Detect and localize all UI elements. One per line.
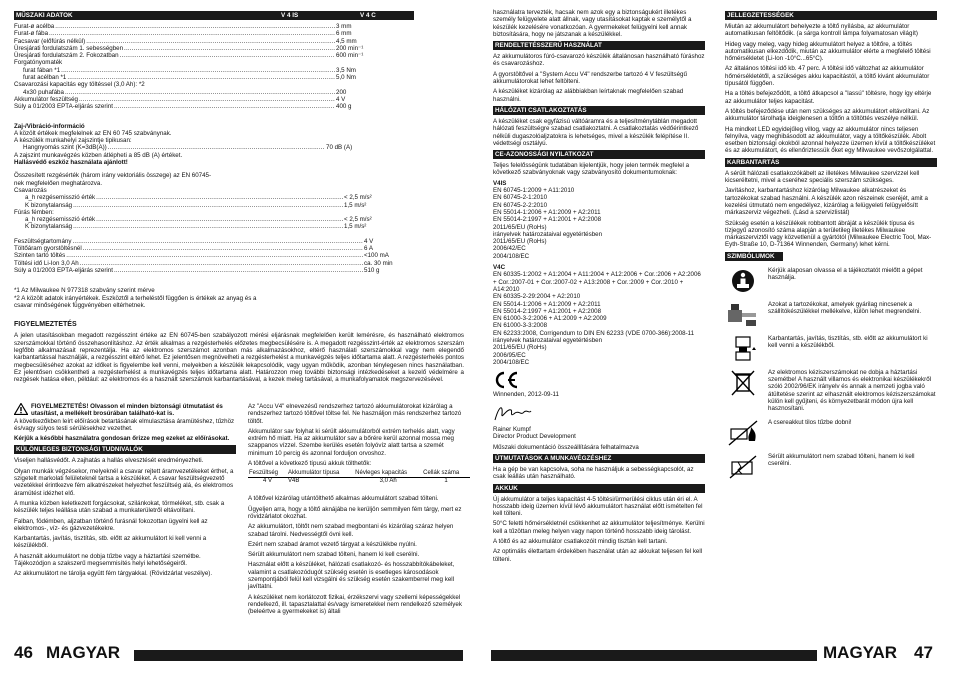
vib-rows-screw [14,194,414,209]
use-p2: A gyorstöltővel a "System Accu V4" rendszerbe tartozó 4 V feszültségű akkumulátorokat lehet feltölteni. [493,70,687,86]
authorized-text: Műszaki dokumentáció összeállítására felhatalmazva [493,443,639,451]
v4c-standard: EN 60335-1:2002 + A1:2004 + A11:2004 + A12:2006 + Cor.:2006 + A2:2006 + Cor.:2007-01 + Cor.:2007-02 + A13:2008 + Cor.:2009 + Cor.:2010 + A14:2010 [493,271,701,293]
mains-text: A készüléket csak egyfázisú váltóáramra és a teljesítménytáblán megadott hálózati feszültségre szabad csatlakoztatni. A csatlakoztatás védőérintkező nélküli dugaszolóaljzatokra is lehetséges, mivel a készülék felépítése II. védettségi osztályú. [493,117,699,147]
charger-spec-row-label: Szinten tartó töltés [14,252,66,260]
warning-triangle-icon [14,403,28,415]
spec-row [14,74,414,81]
intended-use-header: RENDELTETÉSSZERŰ HASZNÁLAT [493,41,705,50]
spec-row-label: Üresjárati fordulatszám 2. Fokozatban [14,52,119,60]
noise-text-2: A készülék munkahelyi zajszintje tipikusan: [14,137,132,145]
symbol-no-fire [725,419,937,447]
footnote-2: *2 A közölt adatok irányértékek. Eszköztől a terheléstől függően is értékek az anyag és a csavar minőségének függvényében eltérhetnek. [14,294,257,309]
v4c-standard: 2011/65/EU (RoHs) [493,344,547,352]
special-p1: Viseljen hallásvédőt. A zajhatás a hallás elvesztését eredményezheti. [14,457,204,465]
v4c-standard: EN 55014-2:1997 + A1:2001 + A2:2008 [493,307,602,315]
charger-spec-row-value: <100 mA [364,252,389,260]
symbols-header: SZIMBÓLUMOK [725,252,783,261]
special-p7: Az akkumulátort ne tárolja együtt fém tárgyakkal. (Rövidzárlat veszélye). [14,570,213,578]
v4is-standard: EN 60745-2-2:2010 [493,201,548,209]
symbol-weee [725,369,937,413]
features-p4: Ha a töltés befejeződött, a töltő átkapcsol a "lassú" töltésre, hogy így eltérje az akkumulátor teljes kapacitást. [725,90,932,105]
table-cell-cells: 1 [444,478,448,485]
spec-row-label: Facsavar (előfúrás nélkül) [14,37,86,45]
table-head-type: Akkumulátor típusa [288,470,340,477]
noise-text-3: A zajszint munkavégzés közben átlépheti a 85 dB (A) értéket. [14,151,183,159]
vib-screw-row-value: 1,5 m/s² [344,201,367,209]
work-hints-text: Ha a gép be van kapcsolva, soha ne használjuk a sebességkapcsolót, az csak leállás után használható. [493,465,694,481]
v4is-standard: 2011/65/EU (RoHs) [493,238,547,246]
v4is-standard: EN 60745-1:2009 + A11:2010 [493,187,575,195]
no-fire-battery-icon [725,419,761,447]
table-cell-type: V4B [288,478,300,485]
signer-title: Director Product Development [493,433,576,441]
noise-text-1: A közölt értékek megfelelnek az EN 60 745 szabványnak. [14,129,172,137]
v4is-standard: EN 55014-2:1997 + A1:2001 + A2:2008 [493,216,602,224]
charger-spec-row [14,267,414,274]
tech-data-header [14,11,414,20]
spec-row [14,103,414,110]
table-cell-voltage: 4 V [263,478,273,485]
charger-spec-list [14,238,414,274]
col2-p8: Sérült akkumulátort nem szabad tölteni, hanem ki kell cserélni. [248,551,420,559]
spec-list [14,23,414,111]
charger-spec-row [14,252,414,259]
maintenance-p1: A sérült hálózati csatlakozókábelt az illetékes Milwaukee szervizzel kell kicseréltetni, mivel a cseréhez speciális szerszám szükséges. [725,169,920,185]
col-v4c: V 4 C [360,12,376,19]
table-cell-capacity: 3,0 Ah [379,478,397,485]
special-p5: Karbantartás, javítás, tisztítás, stb. előtt az akkumulátort ki kell venni a készülékből. [14,535,207,550]
spec-row-label: Furat-ø acélba [14,23,55,30]
spec-row [14,23,414,30]
charger-spec-row-value: 6 A [364,245,373,253]
batteries-p2: 50°C feletti hőmérsékletnél csökkenhet az akkumulátor teljesítménye. Kerülni kell a tűzöttan meleg helyen vagy napon történő hosszabb ideig tárolást. [493,520,705,535]
symbol-accessories-text: Azokat a tartozékokat, amelyek gyárilag nincsenek a szállítókészülékkel mellékelve, külön lehet megrendelni. [768,300,922,316]
vib-screw-row-label: K bizonytalanság [25,201,73,209]
vib-screw-title: Csavarozás [14,186,47,194]
spec-row-label: Furat-ø fába [14,30,49,38]
right-page-number: 47 [914,643,933,662]
remove-battery-icon [725,335,761,363]
v4is-standard: 2004/108/EC [493,252,530,260]
spec-row [14,96,414,103]
charger-spec-row-value: ca. 30 min [364,259,393,267]
read-manual-icon [725,267,761,295]
features-p5: A töltés befejeződése után nem szükséges az akkumulátort eltávolítani. Az akkumulátor tárolhatja ideiglenesen a töltőn a töltöttés veszélye nélkül. [725,107,930,123]
spec-row-value: 3,5 Nm [336,66,356,74]
noise-row-value: 70 dB (A) [326,144,353,152]
use-p1: Az akkumulátoros fúró-csavarozó készülék általánosan használható fúráshoz és csavarozáshoz. [493,53,705,68]
v4is-standard: 2011/65/EU (RoHs) [493,223,547,231]
noise-row [14,144,414,151]
features-header: JELLEGZETESSÉGEK [725,11,937,20]
spec-row-label: Csavarozási kapacitás egy töltéssel (3,0 Ah): *2 [14,81,145,89]
right-column-1 [493,9,705,566]
spec-row-label: furat acélban *1 [23,74,67,82]
table-head-capacity: Névleges kapacitás [355,470,408,477]
noise-row-label: Hangnyomás szint (K=3dB(A)) [23,144,107,152]
col2-p10: A készüléket nem korlátozott fizikai, érzékszervi vagy szellemi képességekkel rendelkező, ill. tapasztalattal és/vagy ismeretekkel nem rendelkező személyek (beleértve a gyermekeket is) általi [248,593,462,616]
work-hints-header: ÚTMUTATÁSOK A MUNKAVÉGZÉSHEZ [493,454,705,463]
symbol-no-fire-text: A csereakkut tilos tűzbe dobni! [768,418,852,426]
general-warning [14,403,236,418]
batteries-header: AKKUK [493,484,705,493]
features-p2: Hideg vagy meleg, vagy hideg akkumulátort helyez a töltőre, a töltés automatikusan elkezdődik, miután az akkumulátor elérte a megfelelő töltési hőmérsékletet (Li-Ion -10°C...65°C). [725,40,931,63]
use-p3: A készüléket kizárólag az alábbiakban leírtaknak megfelelően szabad használni. [493,88,684,103]
symbol-accessories [725,301,937,329]
v4is-standard: 2006/42/EC [493,245,526,253]
spec-row [14,45,414,52]
warning-p1: A következőkben leírt előírások betartásának elmulasztása áramütéshez, tűzhöz és/vagy súlyos testi sérülésekhez vezethet. [14,417,235,432]
spec-row [14,67,414,74]
damaged-battery-icon [725,453,761,481]
spec-row-value: 200 [336,88,347,96]
right-page-language: MAGYAR [823,643,897,662]
maintenance-header: KARBANTARTÁS [725,158,937,167]
right-page [477,0,954,677]
v4is-title: V4IS [493,179,507,187]
vib-drill-row [14,216,414,223]
spec-row-value: 3 mm [336,23,352,30]
spec-row-label: Akkumulátor feszültség [14,95,78,103]
v4c-standard: 2004/108/EC [493,358,530,366]
special-safety-header: KÜLÖNLEGES BIZTONSÁGI TUDNIVALÓK [14,445,236,454]
vib-drill-row-value: 1,5 m/s² [344,223,367,231]
vib-drill-row-label: a_h rezgésemisszió érték [25,216,96,224]
col-v4is: V 4 IS [281,12,299,19]
vib-rows-drill [14,216,414,231]
spec-row-label: Forgatónyomaték [14,59,63,67]
symbol-damaged-battery-text: Sérült akkumulátort nem szabad tölteni, hanem ki kell cserélni. [768,452,915,467]
v4c-standard-list [493,271,705,366]
maintenance-p3: Szükség esetén a készülékek robbantott ábráját a készülék típusa és tízjegyű azonosító száma alapján a területileg illetékes Milwaukee márkaszerviztől vagy közvetlenül a gyártótól (Milwaukee Electric Tool, Max-Eyth-Straße 10, D-71364 Winnenden, Germany) lehet kérni. [725,219,932,249]
noise-title: Zaj-/Vibráció-információ [14,122,85,130]
warning-p2: Kérjük a későbbi használatra gondosan őrizze meg ezeket az előírásokat. [14,435,230,443]
right-footer [477,643,954,665]
spec-row-value: 600 min⁻¹ [336,52,364,60]
symbol-read-manual [725,267,937,295]
signer-name: Rainer Kumpf [493,426,531,434]
batteries-p3: A töltő és az akkumulátor csatlakozóit mindig tisztán kell tartani. [493,538,668,546]
vib-drill-row [14,223,414,230]
symbol-remove-battery [725,335,937,363]
batteries-p1: Új akkumulátor a teljes kapacitást 4-5 töltési/ürmerülési ciklus után éri el. A hosszabb ideig üzemen kívül lévő akkumulátort használat előtt ismételten fel kell tölteni. [493,495,703,518]
spec-row-value: 5,0 Nm [336,74,356,82]
mains-header: HÁLÓZATI CSATLAKOZTATÁS [493,106,705,115]
v4is-standard: EN 60745-2-1:2010 [493,194,548,202]
left-page-number: 46 [14,643,33,662]
warning-heading: FIGYELMEZTETÉS [14,321,77,329]
right-column-2 [725,9,937,487]
col2-p1: Az "Accu V4" elnevezésű rendszerhez tartozó akkumulátorokat kizárólag a rendszerhez tartozó töltővel töltse fel. Ne használjon más rendszerhez tartozó töltőt. [248,403,462,425]
signature-icon [493,402,533,424]
charger-spec-row-label: Súly a 01/2003 EPTA-eljárás szerint [14,266,113,274]
spec-row [14,30,414,37]
vib-drill-row-label: K bizonytalanság [25,223,73,231]
v4is-standard: irányelvek határozataival egyetértésben [493,230,603,238]
symbol-remove-battery-text: Karbantartás, javítás, tisztítás, stb. előtt az akkumulátort ki kell venni a készülékből. [768,334,928,350]
declaration-header: CE-AZONOSSÁGI NYILATKOZAT [493,150,705,159]
spec-row [14,89,414,96]
vib-screw-row-value: < 2,5 m/s² [344,194,372,202]
col2-p5: Ügyeljen arra, hogy a töltő aknájába ne kerüljön semmilyen fém tárgy, mert ez rövidzárlatot okozhat. [248,505,462,520]
features-p3: Az általános töltési idő kb. 47 perc. A töltési idő változhat az akkumulátor hőmérsékletétől, a szükséges akku kapacitástól, a töltő kivánt akkumulátor típusától függően. [725,65,930,88]
vib-screw-row-label: a_h rezgésemisszió érték [25,194,96,202]
special-p6: A használt akkumulátort ne dobja tűzbe vagy a háztartási szemétbe. Tájékozódjon a szakszerű megsemmisítés helyi lehetőségeiről. [14,552,201,568]
spec-row-value: 200 min⁻¹ [336,44,364,52]
spec-row-value: 6 mm [336,30,352,38]
v4c-standard: EN 61000-3-3:2008 [493,322,548,330]
charger-spec-row [14,238,414,245]
declaration-text: Teljes felelősségünk tudatában kijelentjük, hogy jelen termék megfelel a következő szabványoknak vagy szabványosító dokumentumoknak: [493,162,690,177]
col2-p9: Használat előtt a készüléket, hálózati csatlakozó- és hosszabbítókábeleket, valamint a csatlakozódugót szükség esetén is esetleges károsodások szempontjából felül kell vizsgálni és szükség esetén szakemberrel meg kell javíttatni. [248,561,455,591]
col2-p4: A töltővel kizárólag utántölthető alkalmas akkumulátort szabad tölteni. [248,495,439,503]
v4c-standard: EN 60335-2-29:2004 + A2:2010 [493,293,581,301]
left-column-2 [248,403,470,619]
table-head-voltage: Feszültség [249,470,279,477]
vib-drill-row-value: < 2,5 m/s² [344,216,372,224]
left-page-language: MAGYAR [46,643,120,662]
spec-row [14,52,414,59]
v4is-standard-list [493,187,705,260]
tech-data-title: MŰSZAKI ADATOK [16,12,73,19]
spec-row [14,38,414,45]
charger-spec-row-label: Töltőáram gyorstöltésnél [14,245,82,253]
col2-p6: Az akkumulátort, töltőt nem szabad megbontani és kizárólag száraz helyen szabad tárolni. Nedvességtől óvni kell. [248,523,454,538]
intro-text: használatra tervezték, hacsak nem azok egy a biztonságukért illetékes személy felügyelete alatt állnak, vagy utasításokat kaptak e személytől a készülék kezelésére vonatkozóan. A gyermekeket felügyelni kell annak biztosítására, hogy ne játszanak a készülékkel. [493,9,692,38]
charger-spec-row [14,260,414,267]
charger-spec-row-label: Feszültségtartomány [14,237,72,245]
spec-row-value: 4,5 mm [336,37,357,45]
spec-row-label: Súly a 01/2003 EPTA-eljárás szerint [14,103,113,111]
place-date: Winnenden, 2012-09-11 [493,391,559,399]
spec-row-label: furat fában *1 [23,66,61,74]
spec-row [14,81,414,88]
tech-data-block [14,9,464,384]
col2-p3: A töltővel a következő típusú akkuk tölthetők: [248,460,372,468]
left-column-1 [14,403,236,581]
symbol-weee-text: Az elektromos kéziszerszámokat ne dobja a háztartási szemétbe! A használt villamos és elektronikai készülékekről szóló 2002/96/EK irányelv és annak a nemzeti jogba való átültetése szerint az elhasznált elektromos kéziszerszámokat külön kell gyűjteni, és környezetbarát módon újra kell hasznosítani. [768,368,936,413]
features-p1: Miután az akkumulátort behelyezte a töltő nyílásba, az akkumulátor automatikusan feltöltődik. (a sárga kontroll lámpa folyamatosan világít) [725,23,918,38]
charger-spec-row-value: 4 V [364,237,374,245]
vib-drill-title: Fúrás fémben: [14,208,54,216]
battery-table [248,470,470,485]
special-p2: Olyan munkák végzésekor, melyeknél a csavar rejtett áramvezetékeket érthet, a szigetelt markolati felületeknél tartsa a készüléket. A csavar feszültségvezető vezetékkel érintkezve fém alkatrészeket helyezhet feszültség alá, és elektromos áramütést idézhet elő. [14,467,234,497]
right-footer-bar [491,650,817,661]
symbol-read-manual-text: Kérjük alaposan olvassa el a tájékoztatót mielőtt a gépet használja. [768,266,923,282]
accessories-icon [725,301,761,329]
noise-text-4: Hallásvédő eszköz használata ajánlott! [14,159,128,167]
left-footer-bar [134,650,463,661]
left-footer [0,643,477,665]
col2-p2: Akkumulátor sav folyhat ki sérült akkumulátorból extrém terhelés alatt, vagy extrém hő miatt. Ha az akkumulátor sav a bőrére kerül azonnal mossa meg szappanos vízzel. Szembe kerülés esetén folyóvíz alatt tartsa a szemét minimum 10 percig és azonnal forduljon orvoshoz. [248,427,455,457]
batteries-p4: Az optimális élettartam érdekében használat után az akkukat teljesen fel kell tölteni. [493,548,703,563]
footnote-1: *1 Az Milwaukee N 977318 szabvány szerint mérve [14,287,155,295]
v4is-standard: EN 55014-1:2006 + A1:2009 + A2:2011 [493,208,601,216]
col2-p7: Ezért nem szabad áramot vezető tárgyat a készülékbe nyúlni. [248,540,417,548]
v4c-standard: EN 61000-3-2:2006 + A1:2009 + A2:2009 [493,315,607,323]
special-p4: Falban, födémben, aljzatban történő furásnál fokozottan ügyelni kell az elektromos-, víz- és gázvezetékekre. [14,517,208,532]
v4c-standard: irányelvek határozataival egyetértésben [493,336,603,344]
spec-row-label: 4x30 puhafába [23,88,64,96]
warning-title: FIGYELMEZTETÉS! Olvasson el minden biztonsági útmutatást és utasítást, a mellékelt brosúrában található-kat is. [31,403,223,418]
symbol-damaged-battery [725,453,937,481]
table-head-cells: Cellák száma [423,470,460,477]
vib-screw-row [14,194,414,201]
maintenance-p2: Javításhoz, karbantartáshoz kizárólag Milwaukee alkatrészeket és tartozékokat szabad használni. A készülék azon részeinek cseréjét, amit a kezelési útmutató nem engedélyez, kizárólag a felügyeleti felügyelősítt márkaszerviz végezheti. (Lásd a szervizlistát) [725,187,928,217]
v4c-title: V4C [493,264,506,272]
spec-row-value: 400 g [336,103,352,111]
spec-row [14,59,414,66]
vib-text: Összesített rezgésérték (három irány vektoriális összege) az EN 60745-nek megfelelően meghatározva. [14,172,212,187]
vib-screw-row [14,202,414,209]
v4c-standard: EN 55014-1:2006 + A1:2009 + A2:2011 [493,300,601,308]
charger-spec-row-value: 510 g [364,266,380,274]
spec-row-value: 4 V [336,95,346,103]
charger-spec-row-label: Töltési idő Li-Ion 3,0 Ah [14,259,79,267]
v4c-standard: 2006/95/EC [493,351,526,359]
warning-text: A jelen utasításokban megadott rezgésszint értéke az EN 60745-ben szabályozott mérési eljárásnak megfelelően került lemérésre, és használható elektromos szerszámokkal történő összehasonlításhoz. Az érték alkalmas a rezgésterhelés előzetes megbecsülésére is. A megadott rezgésszint-érték az elektromos szerszám legfőbb alkalmazásait reprezentálja. Ha az elektromos szerszámot azonban más alkalmazásokhoz, eltérő használati szerszámokkal vagy nem elegendő karbantartással használják, a rezgésszint eltérő lehet. Ez jelentősen megnövelheti a rezgésterhelést a munkavégzés teljes időtartama alatt. A rezgésterhelés pontos megbecsüléséhez azokat az időket is figyelembe kell venni, melyekben a készülék lekapcsolódik, vagy ugyan működik, azonban ténylegesen nincs használatban. Ez jelentősen csökkentheti a rezgésterhelést a munkavégzés teljes időtartama alatt. Határozzon meg további biztonsági intézkedéseket a kezelő védelmére a rezgések hatása ellen, például: az elektromos és a használt szerszámok karbantartásával, a kezek meleg tartásával, a munkafolyamatok megszervezésével. [14,332,464,384]
features-p6: Ha mindket LED egyidejűleg villog, vagy az akkumulátor nincs teljesen felnyílva, vagy meghibásodott az akkumulátor, vagy a töltőkészülék. Abolt esetben biztonsági okokból azonnal helyezze üzemen kívül a töltőkészüléket és az akkumulátort, és ellenőriztessük őket egy Milwaukee vevőszolgálattal. [725,125,936,155]
special-p3: A munka közben keletkezett forgácsokat, szilánkokat, törmeléket, stb. csak a készülék teljes leállása után szabad a munkaterületről eltávolítani. [14,499,225,515]
v4c-standard: EN 62233:2008, Corrigendum to DIN EN 62233 (VDE 0700-366):2008-11 [493,329,695,337]
crossed-bin-icon [725,369,761,397]
charger-spec-row [14,245,414,252]
spec-row-label: Üresjárati fordulatszám 1. sebességben [14,44,124,52]
ce-mark-icon [493,371,519,389]
